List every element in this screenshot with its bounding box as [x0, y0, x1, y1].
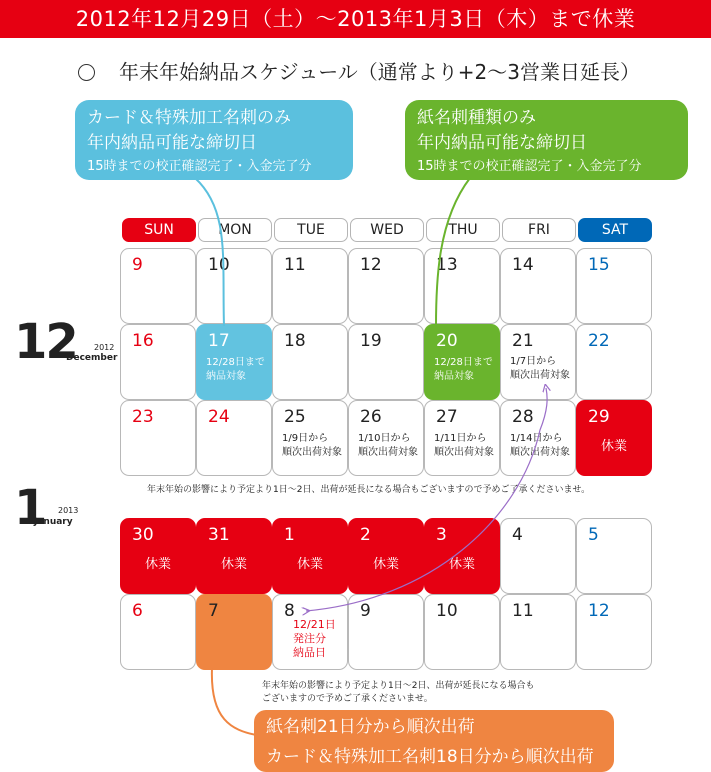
day-note	[434, 356, 493, 384]
closure-banner: 2012年12月29日（土）〜2013年1月3日（木）まで休業	[0, 0, 711, 38]
paper-deadline-callout	[405, 100, 688, 180]
day-number: 9	[132, 255, 143, 275]
day-dec-28	[500, 400, 576, 476]
day-note	[282, 432, 342, 460]
paper-callout-line3: 15時までの校正確認完了・入金完了分	[417, 159, 642, 174]
weekday-sun: SUN	[122, 218, 196, 242]
day-note-line3: 納品日	[293, 646, 326, 659]
day-note	[510, 432, 570, 460]
day-number: 9	[360, 601, 371, 621]
day-dec-27	[424, 400, 500, 476]
paper-callout-line1: 紙名刺種類のみ	[417, 108, 536, 128]
day-note-line1: 12/28日まで	[434, 357, 493, 368]
day-dec-19	[348, 324, 424, 400]
day-note	[434, 432, 494, 460]
day-number: 13	[436, 255, 458, 275]
shipping-callout-line1: 紙名刺21日分から順次出荷	[266, 717, 475, 737]
day-jan-6	[120, 594, 196, 670]
year-2012: 2012	[94, 343, 115, 352]
day-number: 17	[208, 331, 230, 351]
day-number: 22	[588, 331, 610, 351]
day-number: 11	[284, 255, 306, 275]
january-note-line2: ございますので予めご了承くださいませ。	[262, 694, 433, 704]
day-dec-15	[576, 248, 652, 324]
day-note-line1: 1/7日から	[510, 356, 557, 367]
day-dec-29-closed	[576, 400, 652, 476]
day-number: 15	[588, 255, 610, 275]
day-number: 29	[588, 407, 610, 427]
day-jan-2-closed	[348, 518, 424, 594]
day-number: 6	[132, 601, 143, 621]
day-number: 12	[588, 601, 610, 621]
day-note-line2: 納品対象	[434, 371, 474, 382]
month-label-december	[14, 314, 118, 370]
day-note-line1: 12/21日	[293, 618, 336, 631]
card-callout-line3: 15時までの校正確認完了・入金完了分	[87, 159, 312, 174]
card-callout-line2: 年内納品可能な締切日	[87, 133, 257, 153]
month-label-january	[14, 480, 79, 536]
day-dec-20-paper-deadline	[424, 324, 500, 400]
day-note-line2: 順次出荷対象	[510, 447, 570, 458]
day-number: 30	[132, 525, 154, 545]
day-jan-7-shipping-start	[196, 594, 272, 670]
day-number: 3	[436, 525, 447, 545]
weekday-wed: WED	[350, 218, 424, 242]
day-number: 7	[208, 601, 219, 621]
schedule-title	[78, 56, 640, 85]
day-dec-9	[120, 248, 196, 324]
day-note-line2: 納品対象	[206, 371, 246, 382]
day-number: 26	[360, 407, 382, 427]
day-jan-4	[500, 518, 576, 594]
day-dec-22	[576, 324, 652, 400]
closed-label: 休業	[372, 557, 399, 572]
day-dec-14	[500, 248, 576, 324]
closed-label: 休業	[296, 557, 323, 572]
day-number: 23	[132, 407, 154, 427]
circle-bullet-icon	[78, 64, 95, 81]
day-number: 11	[512, 601, 534, 621]
day-dec-17-card-deadline	[196, 324, 272, 400]
day-number: 25	[284, 407, 306, 427]
closed-label: 休業	[600, 439, 627, 454]
day-note	[206, 356, 265, 384]
day-jan-5	[576, 518, 652, 594]
weekday-mon: MON	[198, 218, 272, 242]
day-number: 14	[512, 255, 534, 275]
year-2013: 2013	[58, 506, 79, 515]
day-note-line2: 発注分	[293, 632, 326, 645]
shipping-start-callout	[254, 710, 614, 772]
day-dec-24	[196, 400, 272, 476]
day-jan-9	[348, 594, 424, 670]
day-note-line1: 1/11日から	[434, 433, 487, 444]
day-number: 4	[512, 525, 523, 545]
orange-callout-leader	[212, 668, 256, 735]
day-note-line1: 1/10日から	[358, 433, 411, 444]
day-dec-23	[120, 400, 196, 476]
day-jan-12	[576, 594, 652, 670]
day-dec-11	[272, 248, 348, 324]
day-jan-11	[500, 594, 576, 670]
shipping-callout-line2: カード＆特殊加工名刺18日分から順次出荷	[266, 747, 594, 767]
day-number: 20	[436, 331, 458, 351]
day-note-line2: 順次出荷対象	[282, 447, 342, 458]
day-jan-10	[424, 594, 500, 670]
paper-callout-line2: 年内納品可能な締切日	[417, 133, 587, 153]
day-jan-8	[272, 594, 348, 670]
day-number: 2	[360, 525, 371, 545]
day-note-line2: 順次出荷対象	[358, 447, 418, 458]
card-callout-line1: カード＆特殊加工名刺のみ	[87, 108, 291, 128]
day-dec-26	[348, 400, 424, 476]
day-number: 5	[588, 525, 599, 545]
january-delay-note	[262, 680, 534, 706]
day-dec-21	[500, 324, 576, 400]
day-number: 8	[284, 601, 295, 621]
day-note-line1: 12/28日まで	[206, 357, 265, 368]
day-dec-16	[120, 324, 196, 400]
day-dec-13	[424, 248, 500, 324]
day-dec-30-closed	[120, 518, 196, 594]
month-name-december: December	[66, 353, 118, 363]
january-note-line1: 年末年始の影響により予定より1日〜2日、出荷が延長になる場合も	[262, 681, 535, 691]
closed-label: 休業	[448, 557, 475, 572]
month-name-january: January	[34, 517, 73, 527]
day-number: 1	[284, 525, 295, 545]
closed-label: 休業	[144, 557, 171, 572]
day-dec-18	[272, 324, 348, 400]
day-number: 27	[436, 407, 458, 427]
closed-label: 休業	[220, 557, 247, 572]
day-dec-31-closed	[196, 518, 272, 594]
day-dec-25	[272, 400, 348, 476]
day-number: 21	[512, 331, 534, 351]
day-note-line1: 1/9日から	[282, 433, 329, 444]
day-dec-12	[348, 248, 424, 324]
day-number: 28	[512, 407, 534, 427]
day-number: 16	[132, 331, 154, 351]
december-delay-note: 年末年始の影響により予定より1日〜2日、出荷が延長になる場合もございますので予めご了承くださいませ。	[147, 485, 591, 495]
weekday-fri: FRI	[502, 218, 576, 242]
day-number: 19	[360, 331, 382, 351]
day-note	[293, 618, 336, 660]
day-note-line2: 順次出荷対象	[434, 447, 494, 458]
day-number: 31	[208, 525, 230, 545]
day-number: 18	[284, 331, 306, 351]
day-jan-1-closed	[272, 518, 348, 594]
day-note	[510, 355, 570, 383]
day-dec-10	[196, 248, 272, 324]
card-deadline-callout	[75, 100, 353, 180]
day-note-line2: 順次出荷対象	[510, 370, 570, 381]
weekday-tue: TUE	[274, 218, 348, 242]
day-note-line1: 1/14日から	[510, 433, 563, 444]
day-note	[358, 432, 418, 460]
schedule-title-text: 年末年始納品スケジュール（通常より+2〜3営業日延長）	[119, 60, 641, 84]
day-number: 10	[208, 255, 230, 275]
weekday-thu: THU	[426, 218, 500, 242]
day-number: 12	[360, 255, 382, 275]
month-number-january: 1	[14, 480, 46, 536]
day-number: 24	[208, 407, 230, 427]
month-number-december: 12	[14, 314, 77, 370]
weekday-sat: SAT	[578, 218, 652, 242]
day-number: 10	[436, 601, 458, 621]
day-jan-3-closed	[424, 518, 500, 594]
